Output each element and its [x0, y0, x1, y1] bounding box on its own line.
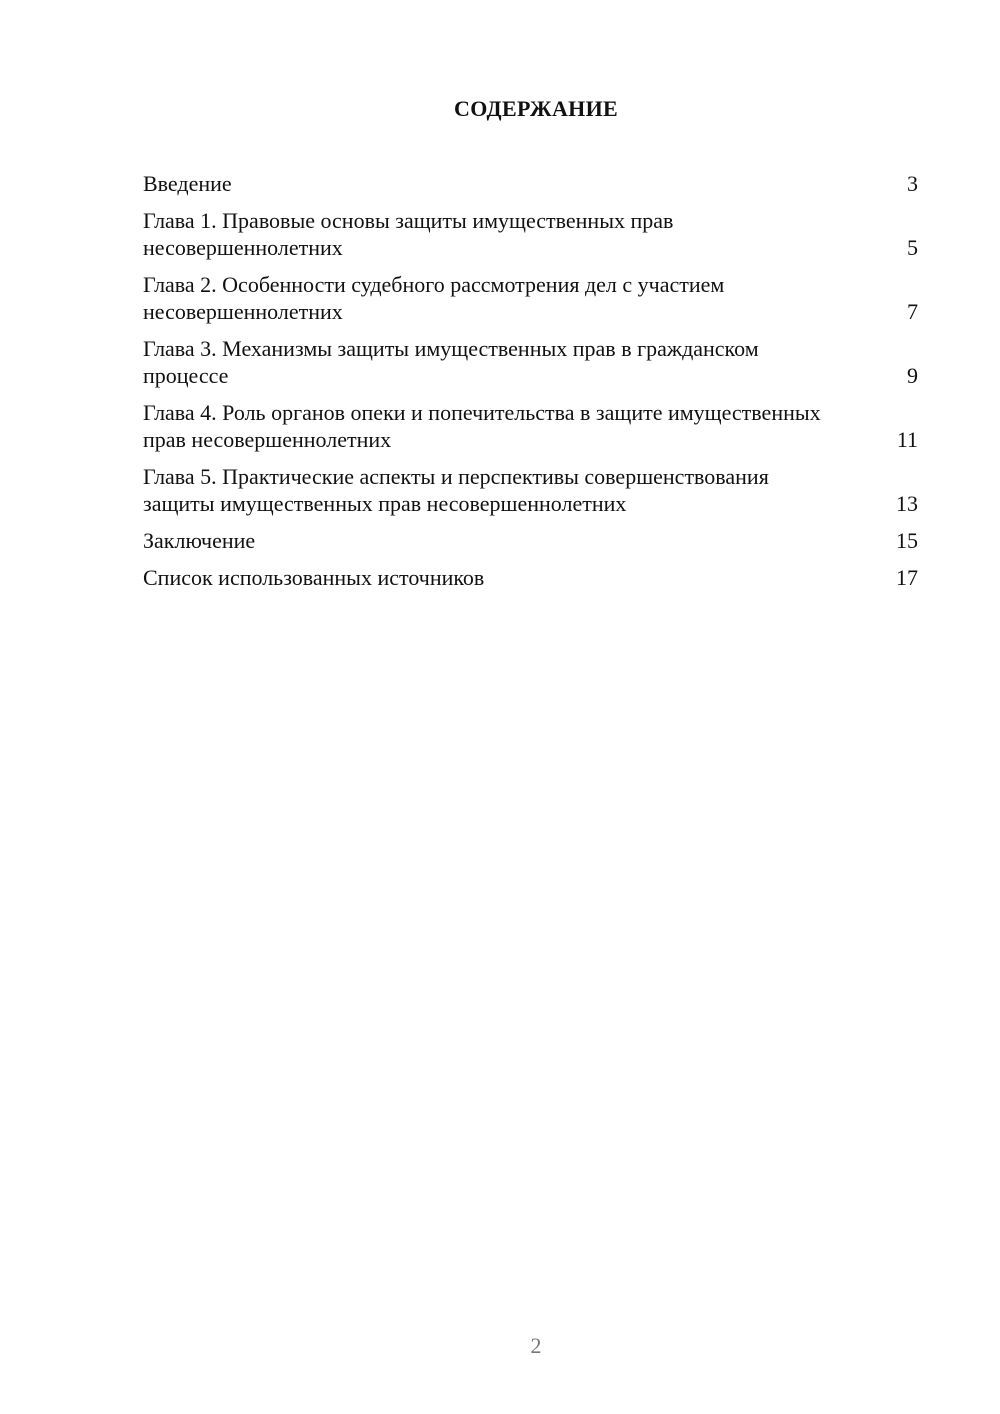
- toc-item-page: 7: [907, 299, 918, 324]
- toc-item-text: Введение: [143, 171, 232, 196]
- page-number: 2: [530, 1333, 542, 1358]
- table-of-contents: [143, 170, 918, 601]
- toc-item-text: Глава 2. Особенности судебного рассмотрения дел с участием несовершеннолетних: [143, 272, 725, 324]
- toc-item-chapter-3: [143, 335, 918, 389]
- toc-item-chapter-5: [143, 463, 918, 517]
- toc-item-chapter-2: [143, 271, 918, 325]
- toc-item-introduction: [143, 170, 918, 197]
- toc-item-page: 15: [896, 528, 918, 553]
- toc-item-page: 3: [907, 171, 918, 196]
- toc-item-text: Глава 3. Механизмы защиты имущественных прав в гражданском процессе: [143, 336, 759, 388]
- toc-item-text: Список использованных источников: [143, 565, 485, 590]
- toc-item-text: Глава 1. Правовые основы защиты имущественных прав несовершеннолетних: [143, 208, 674, 260]
- toc-item-chapter-1: [143, 207, 918, 261]
- toc-item-text: Глава 5. Практические аспекты и перспективы совершенствования защиты имущественных прав несовершеннолетних: [143, 464, 769, 516]
- toc-item-page: 13: [896, 491, 918, 516]
- toc-item-text: Глава 4. Роль органов опеки и попечительства в защите имущественных прав несовершеннолетних: [143, 400, 821, 452]
- toc-item-references: [143, 564, 918, 591]
- toc-item-page: 5: [907, 235, 918, 260]
- toc-item-conclusion: [143, 527, 918, 554]
- toc-item-text: Заключение: [143, 528, 256, 553]
- page-title: СОДЕРЖАНИЕ: [454, 96, 618, 121]
- toc-item-page: 11: [896, 427, 918, 452]
- toc-item-page: 9: [907, 363, 918, 388]
- toc-item-page: 17: [896, 565, 918, 590]
- toc-item-chapter-4: [143, 399, 918, 453]
